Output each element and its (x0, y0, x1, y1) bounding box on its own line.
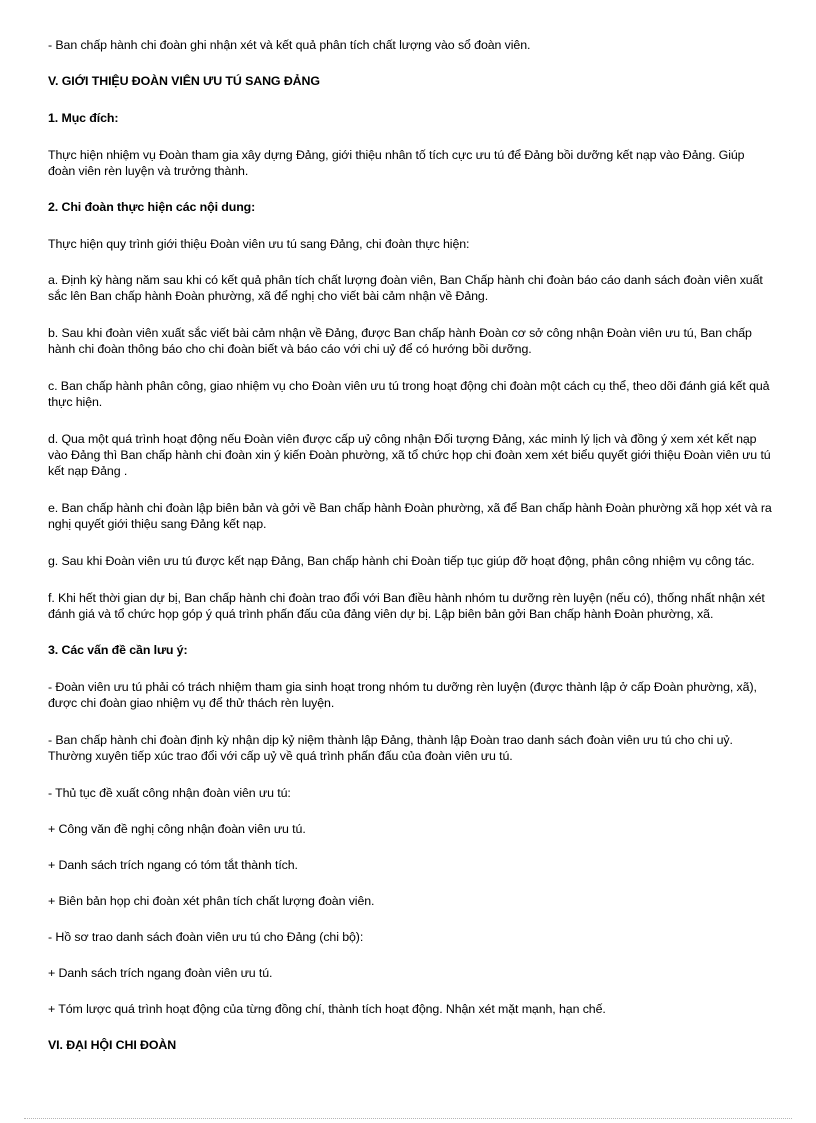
paragraph-item-b: b. Sau khi đoàn viên xuất sắc viết bài cảm nhận về Đảng, được Ban chấp hành Đoàn cơ sở công nhận Đoàn viên ưu tú, Ban chấp hành chi đoàn thông báo cho chi đoàn biết và báo cáo với chi uỷ để có hướng bồi dưỡng. (48, 326, 752, 356)
paragraph-luu-y-1: - Đoàn viên ưu tú phải có trách nhiệm tham gia sinh hoạt trong nhóm tu dưỡng rèn luyện (được thành lập ở cấp Đoàn phường, xã), được chi đoàn giao nhiệm vụ để thử thách rèn luyện. (48, 680, 757, 710)
paragraph-ho-so: - Hồ sơ trao danh sách đoàn viên ưu tú cho Đảng (chi bộ): (48, 930, 364, 944)
paragraph-thu-tuc: - Thủ tục đề xuất công nhận đoàn viên ưu tú: (48, 786, 291, 800)
list-item-danh-sach-uu-tu: + Danh sách trích ngang đoàn viên ưu tú. (48, 966, 273, 980)
paragraph-item-g: g. Sau khi Đoàn viên ưu tú được kết nạp Đảng, Ban chấp hành chi Đoàn tiếp tục giúp đỡ hoạt động, phân công nhiệm vụ công tác. (48, 554, 755, 568)
paragraph-item-f: f. Khi hết thời gian dự bị, Ban chấp hành chi đoàn trao đổi với Ban điều hành nhóm tu dưỡng rèn luyện (nếu có), thống nhất nhận xét đánh giá và tổ chức họp góp ý quá trình phấn đấu của đảng viên dự bị. Lập biên bản gởi Ban chấp hành Đoàn phường, xã. (48, 591, 765, 621)
paragraph-quy-trinh: Thực hiện quy trình giới thiệu Đoàn viên ưu tú sang Đảng, chi đoàn thực hiện: (48, 237, 470, 251)
paragraph-item-e: e. Ban chấp hành chi đoàn lập biên bản và gởi về Ban chấp hành Đoàn phường, xã để Ban chấp hành Đoàn phường xã họp xét và ra nghị quyết giới thiệu sang Đảng kết nạp. (48, 501, 772, 531)
section-heading-v: V. GIỚI THIỆU ĐOÀN VIÊN ƯU TÚ SANG ĐẢNG (48, 74, 320, 88)
paragraph-item-c: c. Ban chấp hành phân công, giao nhiệm vụ cho Đoàn viên ưu tú trong hoạt động chi đoàn một cách cụ thể, theo dõi đánh giá kết quả thực hiện. (48, 379, 770, 409)
list-item-danh-sach-trich-ngang: + Danh sách trích ngang có tóm tắt thành tích. (48, 858, 298, 872)
subheading-luu-y: 3. Các vấn đề cần lưu ý: (48, 643, 188, 657)
section-heading-vi: VI. ĐẠI HỘI CHI ĐOÀN (48, 1038, 177, 1052)
subheading-chi-doan-thuc-hien: 2. Chi đoàn thực hiện các nội dung: (48, 200, 256, 214)
paragraph-muc-dich: Thực hiện nhiệm vụ Đoàn tham gia xây dựng Đảng, giới thiệu nhân tố tích cực ưu tú để Đảng bồi dưỡng kết nạp vào Đảng. Giúp đoàn viên rèn luyện và trưởng thành. (48, 148, 745, 178)
list-item-cong-van: + Công văn đề nghị công nhận đoàn viên ưu tú. (48, 822, 306, 836)
paragraph-item-d: d. Qua một quá trình hoạt động nếu Đoàn viên được cấp uỷ công nhận Đối tượng Đảng, xác minh lý lịch và đồng ý xem xét kết nạp vào Đảng thì Ban chấp hành chi đoàn xin ý kiến Đoàn phường, xã tổ chức họp chi đoàn xem xét biểu quyết giới thiệu Đoàn viên ưu tú kết nạp Đảng . (48, 432, 771, 478)
paragraph-luu-y-2: - Ban chấp hành chi đoàn định kỳ nhận dịp kỷ niệm thành lập Đảng, thành lập Đoàn trao danh sách đoàn viên ưu tú cho chi uỷ. Thường xuyên tiếp xúc trao đổi với cấp uỷ về quá trình phấn đấu của đoàn viên ưu tú. (48, 733, 733, 763)
subheading-muc-dich: 1. Mục đích: (48, 111, 119, 125)
list-item-bien-ban: + Biên bản họp chi đoàn xét phân tích chất lượng đoàn viên. (48, 894, 375, 908)
list-item-tom-luoc: + Tóm lược quá trình hoạt động của từng đồng chí, thành tích hoạt động. Nhận xét mặt mạnh, hạn chế. (48, 1002, 606, 1016)
page-bottom-divider (24, 1118, 792, 1119)
paragraph-item-a: a. Định kỳ hàng năm sau khi có kết quả phân tích chất lượng đoàn viên, Ban Chấp hành chi đoàn báo cáo danh sách đoàn viên xuất sắc lên Ban chấp hành Đoàn phường, xã để nghị cho viết bài cảm nhận về Đảng. (48, 273, 763, 303)
document-page (48, 37, 772, 1053)
paragraph-ghi-nhan: - Ban chấp hành chi đoàn ghi nhận xét và kết quả phân tích chất lượng vào sổ đoàn viên. (48, 38, 531, 52)
